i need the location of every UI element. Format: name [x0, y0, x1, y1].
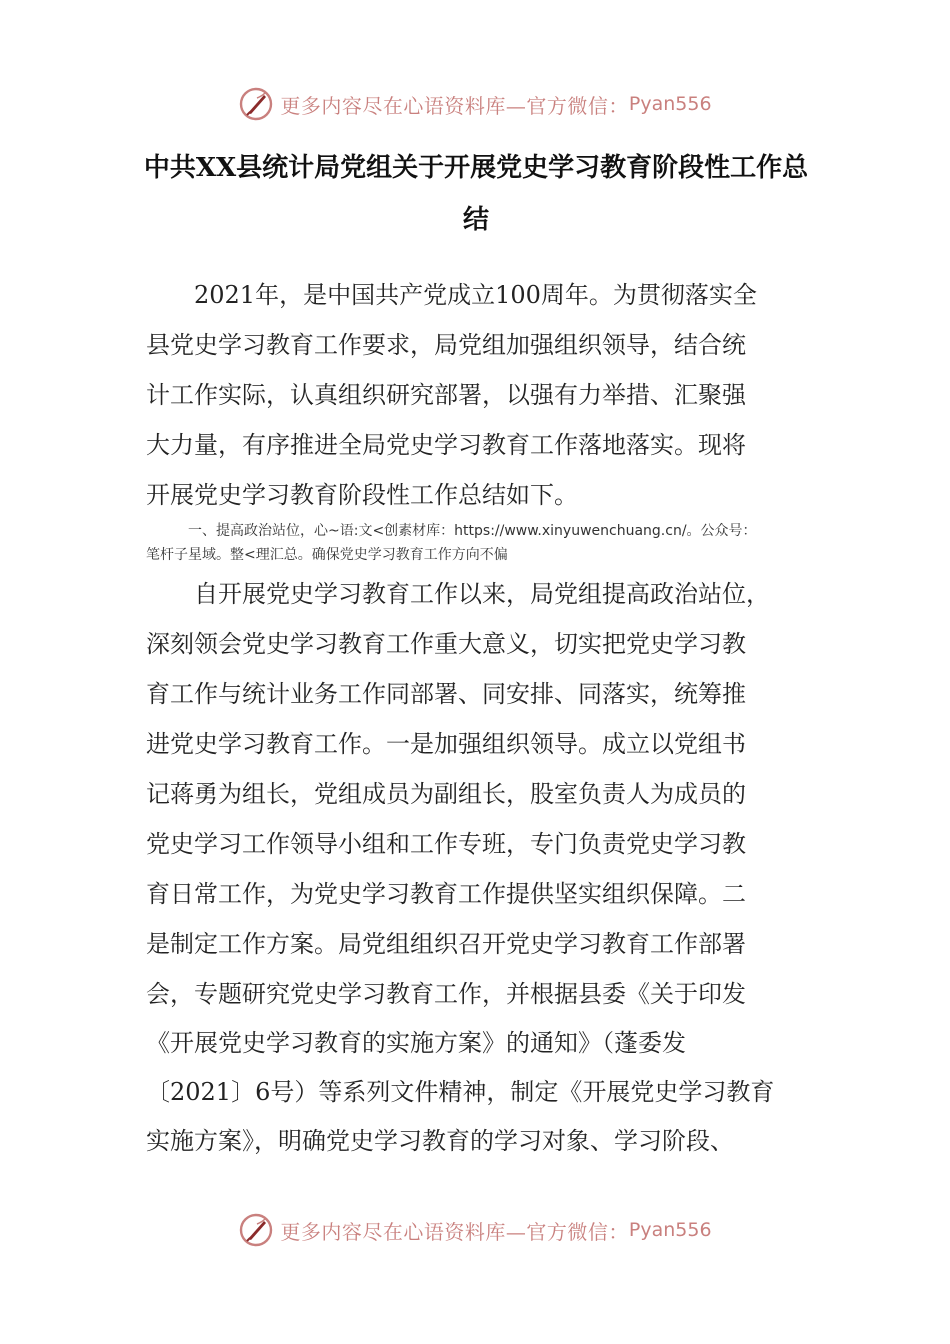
text-line: 是制定工作方案。局党组组织召开党史学习教育工作部署 [146, 930, 746, 958]
text-line: 县党史学习教育工作要求，局党组加强组织领导，结合统 [146, 331, 746, 359]
text-line: 深刻领会党史学习教育工作重大意义，切实把党史学习教 [146, 630, 746, 658]
header-banner [0, 84, 950, 124]
footer-banner [0, 1210, 950, 1250]
text-line: 会，专题研究党史学习教育工作，并根据县委《关于印发 [146, 980, 746, 1008]
text-line: 进党史学习教育工作。一是加强组织领导。成立以党组书 [146, 730, 746, 758]
quill-pen-logo-icon [238, 86, 274, 122]
section-heading-line-1: 一、提高政治站位，心~语:文<创素材库：https://www.xinyuwenchuang.cn/。公众号： [146, 523, 757, 539]
banner-text: 更多内容尽在心语资料库—官方微信： [280, 1219, 629, 1244]
text-line: 大力量，有序推进全局党史学习教育工作落地落实。现将 [146, 431, 746, 459]
section-heading-line-2: 笔杆子星域。整<理汇总。确保党史学习教育工作方向不偏 [146, 547, 508, 563]
text-line: 实施方案》，明确党史学习教育的学习对象、学习阶段、 [146, 1127, 734, 1155]
title-line-1: 中共XX县统计局党组关于开展党史学习教育阶段性工作总 [143, 153, 809, 183]
document-title [140, 142, 812, 246]
text-line: 计工作实际，认真组织研究部署，以强有力举措、汇聚强 [146, 381, 746, 409]
text-line: 《开展党史学习教育的实施方案》的通知》（蓬委发 [146, 1029, 686, 1057]
text-line: 自开展党史学习教育工作以来，局党组提高政治站位， [146, 580, 770, 608]
text-line: 党史学习工作领导小组和工作专班，专门负责党史学习教 [146, 830, 746, 858]
banner-wechat-id: Pyan556 [628, 93, 712, 115]
banner-text: 更多内容尽在心语资料库—官方微信： [280, 93, 629, 118]
quill-pen-logo-icon [238, 1212, 274, 1248]
text-line: 〔2021〕6号）等系列文件精神，制定《开展党史学习教育 [146, 1078, 775, 1106]
text-line: 开展党史学习教育阶段性工作总结如下。 [146, 481, 578, 509]
text-line: 2021年，是中国共产党成立100周年。为贯彻落实全 [146, 281, 757, 309]
banner-wechat-id: Pyan556 [628, 1219, 712, 1241]
text-line: 记蒋勇为组长，党组成员为副组长，股室负责人为成员的 [146, 780, 746, 808]
title-line-2: 结 [462, 205, 489, 235]
text-line: 育日常工作，为党史学习教育工作提供坚实组织保障。二 [146, 880, 746, 908]
text-line: 育工作与统计业务工作同部署、同安排、同落实，统筹推 [146, 680, 746, 708]
